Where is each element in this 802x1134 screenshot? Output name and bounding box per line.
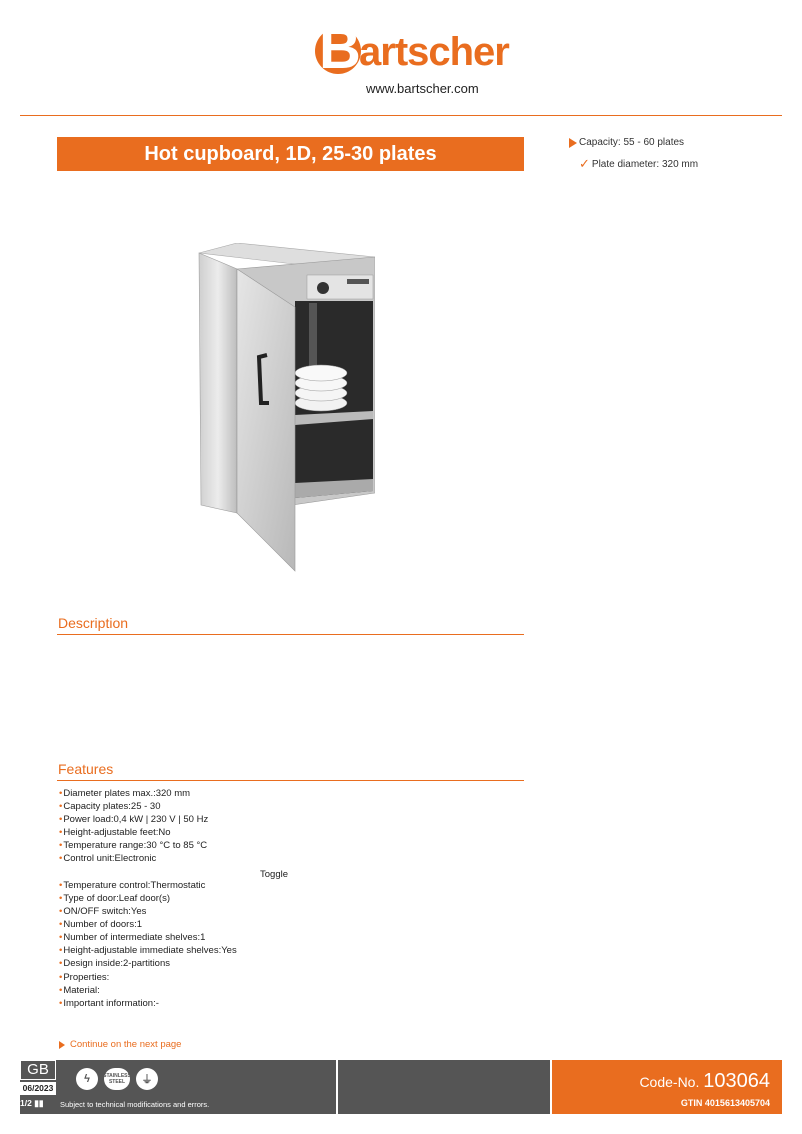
code-label-text: Code-No. bbox=[639, 1074, 700, 1090]
logo-wordmark: artscher bbox=[359, 30, 509, 74]
feature-text: Height-adjustable immediate shelves:Yes bbox=[63, 945, 237, 956]
bullet-icon: • bbox=[59, 801, 63, 812]
description-divider bbox=[57, 634, 524, 635]
feature-text: ON/OFF switch:Yes bbox=[63, 906, 147, 917]
code-number-label bbox=[639, 1070, 770, 1093]
highlight-capacity bbox=[569, 137, 684, 148]
highlight-text: Capacity: 55 - 60 plates bbox=[579, 137, 685, 148]
bullet-icon: • bbox=[59, 985, 63, 996]
footer-code-panel bbox=[552, 1060, 782, 1114]
gtin-number: GTIN 4015613405704 bbox=[680, 1098, 770, 1108]
feature-text: Number of intermediate shelves:1 bbox=[63, 932, 206, 943]
feature-text: Number of doors:1 bbox=[63, 919, 143, 930]
bullet-icon: • bbox=[59, 945, 63, 956]
feature-text: Capacity plates:25 - 30 bbox=[63, 801, 161, 812]
feature-text: Important information:- bbox=[63, 998, 159, 1009]
feature-item bbox=[59, 840, 207, 851]
feature-item bbox=[59, 801, 161, 812]
header-divider bbox=[20, 115, 782, 116]
feature-text: Material: bbox=[63, 985, 100, 996]
country-code: GB bbox=[20, 1060, 56, 1080]
feature-text: Diameter plates max.:320 mm bbox=[63, 788, 191, 799]
product-title: Hot cupboard, 1D, 25-30 plates bbox=[57, 137, 524, 171]
feature-text: Power load:0,4 kW | 230 V | 50 Hz bbox=[63, 814, 209, 825]
footer-middle-panel bbox=[338, 1060, 550, 1114]
feature-text: Height-adjustable feet:No bbox=[63, 827, 171, 838]
toggle-button[interactable]: Toggle bbox=[260, 869, 288, 880]
feature-text: Properties: bbox=[63, 972, 110, 983]
feature-item bbox=[59, 853, 156, 864]
logo-letter: B bbox=[319, 16, 361, 81]
bullet-icon: • bbox=[59, 893, 63, 904]
bullet-icon: • bbox=[59, 906, 63, 917]
bartscher-logo bbox=[315, 16, 509, 81]
feature-item bbox=[59, 998, 159, 1009]
highlight-text: Plate diameter: 320 mm bbox=[591, 158, 699, 170]
feature-text: Type of door:Leaf door(s) bbox=[63, 893, 170, 904]
bullet-icon: • bbox=[59, 788, 63, 799]
bullet-icon: • bbox=[59, 932, 63, 943]
feature-text: Control unit:Electronic bbox=[63, 853, 157, 864]
bullet-icon: • bbox=[59, 919, 63, 930]
feature-item bbox=[59, 880, 205, 891]
issue-date: 06/2023 bbox=[20, 1082, 56, 1095]
description-heading: Description bbox=[58, 615, 129, 631]
feature-text: Temperature range:30 °C to 85 °C bbox=[63, 840, 208, 851]
bullet-icon: • bbox=[59, 840, 63, 851]
feature-item bbox=[59, 958, 170, 969]
book-icon: ▮▮ bbox=[34, 1098, 44, 1108]
bullet-icon: • bbox=[59, 958, 63, 969]
bullet-icon: • bbox=[59, 972, 63, 983]
code-number: 103064 bbox=[703, 1070, 770, 1092]
page-number-text: 1/2 bbox=[20, 1098, 32, 1108]
feature-item bbox=[59, 893, 170, 904]
feature-item bbox=[59, 932, 205, 943]
feature-item bbox=[59, 827, 171, 838]
product-image bbox=[197, 243, 375, 573]
triangle-bullet-icon bbox=[569, 138, 577, 148]
feature-item bbox=[59, 814, 208, 825]
continue-next-page-link[interactable] bbox=[59, 1039, 181, 1050]
continue-text: Continue on the next page bbox=[70, 1039, 182, 1050]
checkmark-icon: ✓ bbox=[579, 156, 590, 171]
feature-item bbox=[59, 788, 190, 799]
feature-item bbox=[59, 906, 146, 917]
feature-item bbox=[59, 919, 142, 930]
bullet-icon: • bbox=[59, 814, 63, 825]
plug-icon: ⏚ bbox=[136, 1068, 158, 1090]
footer-bar bbox=[20, 1060, 782, 1114]
feature-text: Temperature control:Thermostatic bbox=[63, 880, 206, 891]
bullet-icon: • bbox=[59, 998, 63, 1009]
features-heading: Features bbox=[58, 761, 114, 777]
bullet-icon: • bbox=[59, 827, 63, 838]
arrow-right-icon bbox=[59, 1041, 65, 1049]
feature-item bbox=[59, 972, 109, 983]
page-number bbox=[20, 1098, 44, 1109]
feature-text: Design inside:2-partitions bbox=[63, 958, 170, 969]
footer-disclaimer: Subject to technical modifications and errors. bbox=[60, 1100, 210, 1109]
feature-item bbox=[59, 985, 100, 996]
website-link[interactable]: www.bartscher.com bbox=[366, 81, 479, 96]
bullet-icon: • bbox=[59, 853, 63, 864]
highlight-plate-diameter bbox=[579, 156, 698, 172]
lightning-icon: ϟ bbox=[76, 1068, 98, 1090]
stainless-steel-icon: STAINLESS STEEL bbox=[104, 1068, 130, 1090]
feature-item bbox=[59, 945, 237, 956]
features-divider bbox=[57, 780, 524, 781]
footer-info-panel bbox=[20, 1060, 336, 1114]
bullet-icon: • bbox=[59, 880, 63, 891]
